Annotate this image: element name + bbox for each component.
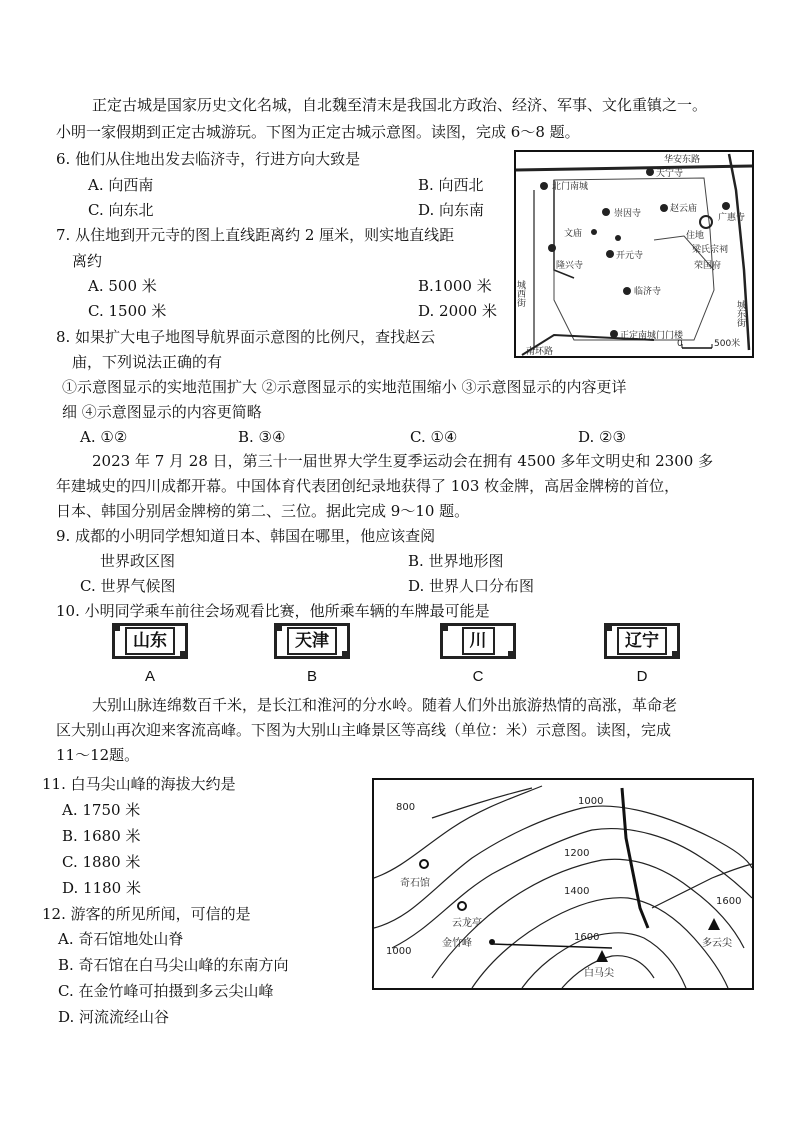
passage1-line2: 小明一家假期到正定古城游玩。下图为正定古城示意图。读图，完成 6～8 题。 (56, 123, 580, 141)
plate-b-label: B (306, 668, 317, 685)
map1-longquan-icon (548, 244, 556, 252)
zhengding-map (514, 150, 754, 358)
plate-d-label: D (636, 668, 648, 685)
plate-a[interactable] (112, 623, 188, 659)
q6-stem: 6. 他们从住地出发去临济寺，行进方向大致是 (56, 150, 361, 168)
map1-wenmiao-label: 文庙 (564, 229, 583, 239)
passage3-line2: 区大别山再次迎来客流高峰。下图为大别山主峰景区等高线（单位：米）示意图。读图，完成 (56, 721, 672, 739)
q6-option-c[interactable]: C. 向东北 (88, 201, 154, 219)
map1-zhaoyun-icon (660, 204, 668, 212)
plate-b[interactable] (274, 623, 350, 659)
plate-d-text: 辽宁 (617, 627, 667, 655)
q9-option-c[interactable]: C. 世界气候图 (80, 577, 176, 595)
map1-tianning-icon (646, 168, 654, 176)
q12-stem: 12. 游客的所见所闻，可信的是 (42, 905, 251, 923)
q12-option-a[interactable]: A. 奇石馆地处山脊 (58, 930, 184, 948)
q8-option-b[interactable]: B. ③④ (238, 428, 286, 446)
contour-1600-right: 1600 (716, 896, 742, 907)
map1-chengxi-label: 城西街 (515, 280, 525, 307)
q12-option-c[interactable]: C. 在金竹峰可拍摄到多云尖山峰 (58, 982, 274, 1000)
map1-lingji-icon (623, 287, 631, 295)
q11-option-d[interactable]: D. 1180 米 (62, 879, 141, 897)
map2-jinzhu-label: 金竹峰 (442, 938, 472, 949)
map1-wenmiao-icon (591, 229, 597, 235)
q8-option-c[interactable]: C. ①④ (410, 428, 458, 446)
q12-option-b[interactable]: B. 奇石馆在白马尖山峰的东南方向 (58, 956, 289, 974)
map1-guanghui-label: 广惠寺 (718, 213, 746, 223)
contour-800: 800 (396, 802, 416, 813)
q7-option-c[interactable]: C. 1500 米 (88, 302, 167, 320)
contour-1000-top: 1000 (578, 796, 604, 807)
plate-d[interactable] (604, 623, 680, 659)
q9-option-b[interactable]: B. 世界地形图 (408, 552, 504, 570)
passage3-line1: 大别山脉连绵数百千米，是长江和淮河的分水岭。随着人们外出旅游热情的高涨，革命老 (92, 696, 678, 714)
map1-north-gate-label: 北门南城 (552, 182, 589, 192)
map1-chengdong-label: 城东街 (735, 300, 745, 327)
map1-kaiyuan-icon (606, 250, 614, 258)
q6-option-a[interactable]: A. 向西南 (88, 176, 154, 194)
map1-longquan-label: 隆兴寺 (556, 261, 584, 271)
map1-kaiyuan-label: 开元寺 (616, 251, 644, 261)
q7-stem-line2: 离约 (72, 252, 103, 270)
map2-baima-label: 白马尖 (584, 968, 614, 979)
map1-road-south: 南环路 (526, 347, 554, 357)
contour-1400: 1400 (564, 886, 590, 897)
map1-south-gate-label: 正定南城门门楼 (620, 331, 684, 341)
contour-1600-center: 1600 (574, 932, 600, 943)
plate-b-text: 天津 (287, 627, 337, 655)
map1-scale-zero: 0 (677, 339, 683, 349)
q8-option-a[interactable]: A. ①② (80, 428, 128, 446)
q8-option-d[interactable]: D. ②③ (578, 428, 626, 446)
map1-south-gate-icon (610, 330, 618, 338)
map1-liangshi-label: 梁氏宗祠 (692, 245, 729, 255)
map2-duoyun-label: 多云尖 (702, 938, 732, 949)
map1-zhaoyun-label: 赵云庙 (670, 204, 698, 214)
passage3-line3: 11～12题。 (56, 746, 140, 764)
q8-statements-line1: ①示意图显示的实地范围扩大 ②示意图显示的实地范围缩小 ③示意图显示的内容更详 (62, 378, 627, 396)
passage2-line3: 日本、韩国分别居金牌榜的第二、三位。据此完成 9～10 题。 (56, 502, 470, 520)
map1-north-gate-icon (540, 182, 548, 190)
q7-stem-line1: 7. 从住地到开元寺的图上直线距离约 2 厘米，则实地直线距 (56, 226, 455, 244)
plate-c-text: 川 (462, 627, 495, 655)
map2-yunlong-label: 云龙亭 (452, 918, 482, 929)
map1-chongyin-icon (602, 208, 610, 216)
passage2-line2: 年建城史的四川成都开幕。中国体育代表团创纪录地获得了 103 枚金牌，高居金牌榜的首位， (56, 477, 680, 495)
q11-option-c[interactable]: C. 1880 米 (62, 853, 141, 871)
map1-hotel-label: 住地 (686, 231, 705, 241)
q7-option-a[interactable]: A. 500 米 (88, 277, 157, 295)
q7-option-d[interactable]: D. 2000 米 (418, 302, 497, 320)
q11-stem: 11. 白马尖山峰的海拔大约是 (42, 775, 236, 793)
q11-option-b[interactable]: B. 1680 米 (62, 827, 141, 845)
map1-guanghui-icon (722, 202, 730, 210)
map2-qishi-label: 奇石馆 (400, 878, 430, 889)
q6-option-d[interactable]: D. 向东南 (418, 201, 485, 219)
plate-a-label: A (144, 668, 155, 685)
map1-rongguo-label: 荣国府 (694, 261, 722, 271)
dabie-contour-map (372, 778, 754, 990)
q8-stem-line2: 庙，下列说法正确的有 (72, 353, 223, 371)
passage2-line1: 2023 年 7 月 28 日，第三十一届世界大学生夏季运动会在拥有 4500 多年文明史和 2300 多 (92, 452, 714, 470)
passage1-line1: 正定古城是国家历史文化名城，自北魏至清末是我国北方政治、经济、军事、文化重镇之一。 (92, 96, 708, 114)
q8-stem-line1: 8. 如果扩大电子地图导航界面示意图的比例尺，查找赵云 (56, 328, 436, 346)
q12-option-d[interactable]: D. 河流流经山谷 (58, 1008, 170, 1026)
map1-chongyin-label: 崇因寺 (614, 209, 642, 219)
q9-stem: 9. 成都的小明同学想知道日本、韩国在哪里，他应该查阅 (56, 527, 436, 545)
map1-tianning-label: 天宁寺 (656, 169, 684, 179)
plate-c-label: C (472, 668, 484, 685)
plate-a-text: 山东 (125, 627, 175, 655)
plate-c[interactable] (440, 623, 516, 659)
contour-1000-left: 1000 (386, 946, 412, 957)
q10-stem: 10. 小明同学乘车前往会场观看比赛，他所乘车辆的车牌最可能是 (56, 602, 490, 620)
map1-north-street: 华安东路 (664, 155, 701, 165)
q9-option-a[interactable]: 世界政区图 (100, 552, 176, 570)
q6-option-b[interactable]: B. 向西北 (418, 176, 484, 194)
q8-statements-line2: 细 ④示意图显示的内容更简略 (62, 403, 262, 421)
q11-option-a[interactable]: A. 1750 米 (62, 801, 141, 819)
q9-option-d[interactable]: D. 世界人口分布图 (408, 577, 535, 595)
map1-scale: 500米 (714, 339, 741, 349)
q7-option-b[interactable]: B.1000 米 (418, 277, 492, 295)
map1-lingji-label: 临济寺 (634, 287, 662, 297)
contour-1200: 1200 (564, 848, 590, 859)
